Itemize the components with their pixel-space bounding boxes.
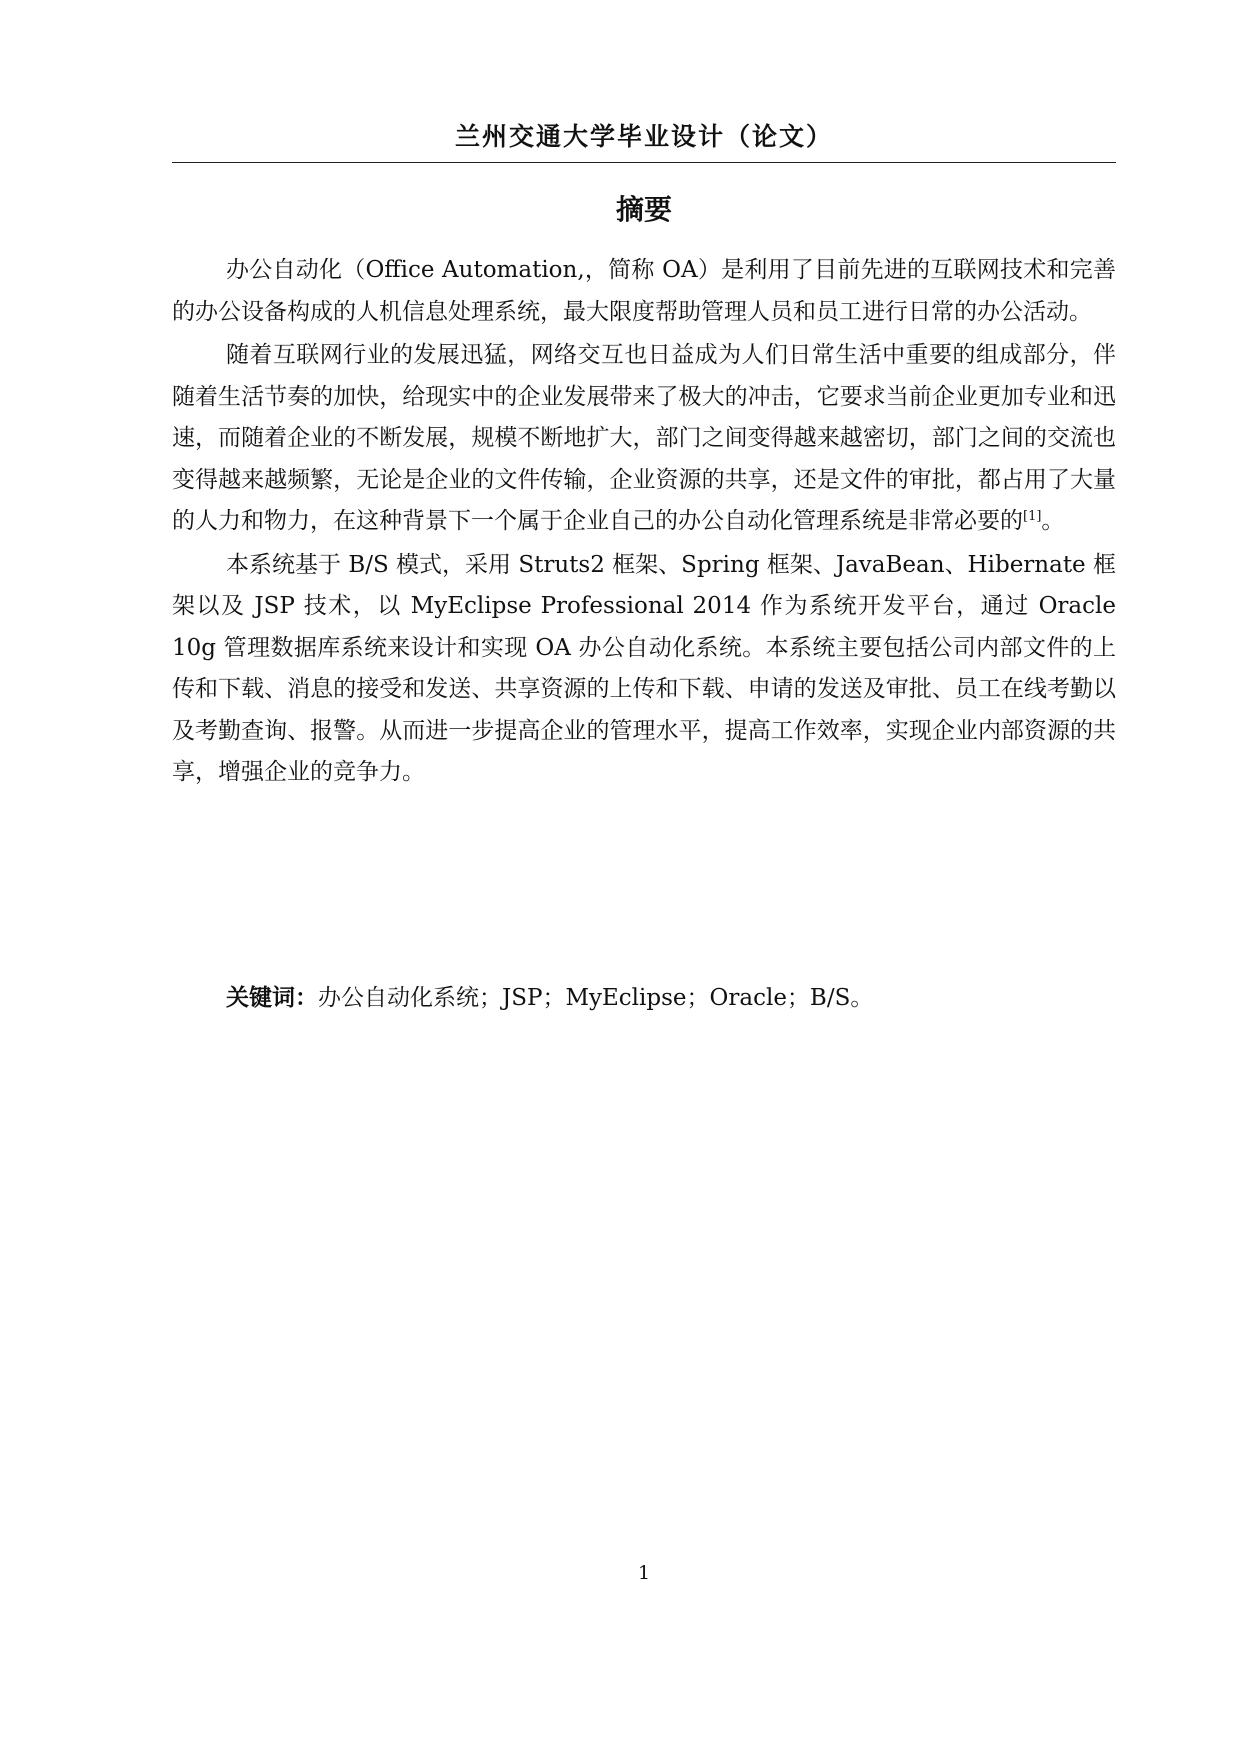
citation-marker: [1] [1023, 509, 1042, 524]
abstract-paragraph-1 [172, 250, 1116, 333]
header-divider [172, 162, 1116, 163]
keywords-label: 关键词： [226, 985, 318, 1011]
page-number: 1 [637, 1562, 651, 1584]
abstract-body [172, 250, 1116, 794]
page-header-title: 兰州交通大学毕业设计（论文） [454, 122, 833, 151]
keywords-line [226, 978, 1116, 1018]
keywords-value: 办公自动化系统；JSP；MyEclipse；Oracle；B/S。 [318, 985, 874, 1011]
abstract-title: 摘要 [615, 193, 672, 226]
abstract-paragraph-2 [172, 335, 1116, 543]
paragraph-text: 随着互联网行业的发展迅猛，网络交互也日益成为人们日常生活中重要的组成部分，伴随着生活节奏的加快，给现实中的企业发展带来了极大的冲击，它要求当前企业更加专业和迅速，而随着企业的不断发展，规模不断地扩大，部门之间变得越来越密切，部门之间的交流也变得越来越频繁，无论是企业的文件传输，企业资源的共享，还是文件的审批，都占用了大量的人力和物力，在这种背景下一个属于企业自己的办公自动化管理系统是非常必要的 [172, 342, 1116, 534]
paragraph-text: 本系统基于 B/S 模式，采用 Struts2 框架、Spring 框架、JavaBean、Hibernate 框架以及 JSP 技术，以 MyEclipse Professional 2014 作为系统开发平台，通过 Oracle 10g 管理数据库系统来设计和实现 OA 办公自动化系统。本系统主要包括公司内部文件的上传和下载、消息的接受和发送、共享资源的上传和下载、申请的发送及审批、员工在线考勤以及考勤查询、报警。从而进一步提高企业的管理水平，提高工作效率，实现企业内部资源的共享，增强企业的竞争力。 [172, 551, 1116, 785]
paragraph-text: 办公自动化（Office Automation,，简称 OA）是利用了目前先进的互联网技术和完善的办公设备构成的人机信息处理系统，最大限度帮助管理人员和员工进行日常的办公活动。 [172, 257, 1116, 325]
abstract-paragraph-3 [172, 545, 1116, 794]
paragraph-tail: 。 [1041, 508, 1065, 534]
